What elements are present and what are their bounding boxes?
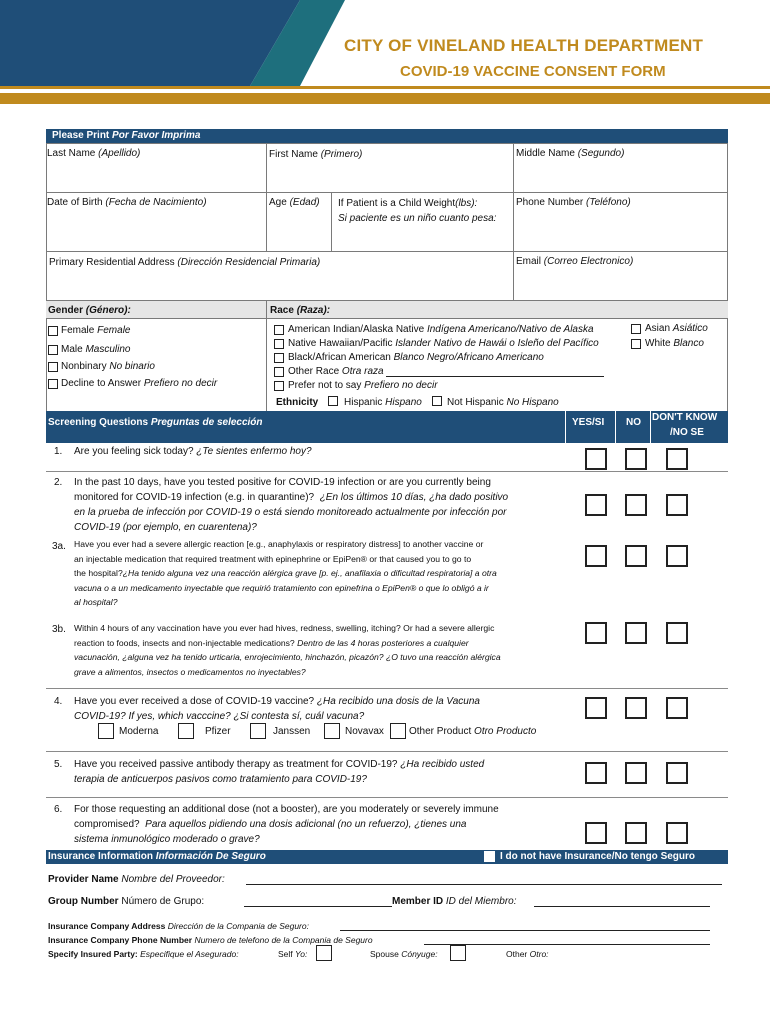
divider	[46, 688, 728, 689]
divider	[565, 411, 566, 443]
gender-male-label: Male Masculino	[61, 344, 131, 355]
q1-no-checkbox[interactable]	[625, 448, 647, 470]
address-field[interactable]: Primary Residential Address (Dirección Residencial Primaria)	[46, 251, 514, 301]
spouse-label: Spouse Cónyuge:	[370, 949, 438, 959]
q3a-text: Have you ever had a severe allergic reaction [e.g., anaphylaxis or respiratory distress] to another vaccine or an injectable medication that required treatment with epinephrine or EpiPen® or that caused you to go to the hospital?¿Ha tenido alguna vez una reacción alérgica grave [p. ej., anafilaxia o dificultad respiratoria] a otra vacuna o a un medicamento inyectable que requirió tratamiento con epinefrina o EpiPen® o que lo obligó a ir al hospital?	[74, 539, 497, 607]
q5-no-checkbox[interactable]	[625, 762, 647, 784]
q3b-yes-checkbox[interactable]	[585, 622, 607, 644]
race-other-line[interactable]	[386, 376, 604, 377]
gender-decline-checkbox[interactable]	[48, 379, 58, 389]
q4-yes-checkbox[interactable]	[585, 697, 607, 719]
divider	[46, 751, 728, 752]
race-black-label: Black/African American Blanco Negro/Africano Americano	[288, 352, 544, 363]
dont-know-header: DON'T KNOW	[652, 412, 718, 423]
no-header: NO	[626, 417, 641, 428]
gender-label: Gender (Género):	[48, 305, 131, 316]
company-phone-input-line[interactable]	[424, 944, 710, 945]
please-print-band: Please Print Por Favor Imprima	[46, 129, 728, 143]
vaccine-moderna-label: Moderna	[119, 726, 159, 737]
divider	[266, 300, 267, 412]
first-name-field[interactable]: First Name (Primero)	[266, 143, 514, 193]
q6-number: 6.	[54, 804, 63, 815]
company-phone-label: Insurance Company Phone Number Numero de telefono de la Compania de Seguro	[48, 935, 373, 945]
race-label: Race (Raza):	[270, 305, 331, 316]
q1-text: Are you feeling sick today? ¿Te sientes enfermo hoy?	[74, 446, 312, 457]
last-name-field[interactable]: Last Name (Apellido)	[46, 143, 267, 193]
gender-nonbinary-label: Nonbinary No binario	[61, 361, 155, 372]
middle-name-field[interactable]: Middle Name (Segundo)	[513, 143, 728, 193]
self-checkbox[interactable]	[316, 945, 332, 961]
ethnicity-hispanic-label: Hispanic Hispano	[344, 397, 422, 408]
q3b-dontknow-checkbox[interactable]	[666, 622, 688, 644]
dob-field[interactable]: Date of Birth (Fecha de Nacimiento)	[46, 192, 267, 252]
race-native-american-label: American Indian/Alaska Native Indígena Americano/Nativo de Alaska	[288, 324, 594, 335]
vaccine-novavax-checkbox[interactable]	[324, 723, 340, 739]
divider	[46, 797, 728, 798]
q4-text: Have you ever received a dose of COVID-19 vaccine? ¿Ha recibido una dosis de la Vacuna COVID-19? If yes, which vacccine? ¿Si contesta sí, cuál vacuna?	[74, 696, 480, 722]
gender-female-label: Female Female	[61, 325, 131, 336]
race-asian-checkbox[interactable]	[631, 324, 641, 334]
q2-dontknow-checkbox[interactable]	[666, 494, 688, 516]
q5-number: 5.	[54, 759, 63, 770]
insurance-band: Insurance Information Información De Seguro I do not have Insurance/No tengo Seguro	[46, 850, 728, 864]
divider	[615, 411, 616, 443]
group-label: Group Number Número de Grupo:	[48, 896, 205, 907]
q6-yes-checkbox[interactable]	[585, 822, 607, 844]
ethnicity-label: Ethnicity	[276, 397, 319, 408]
member-label: Member ID ID del Miembro:	[392, 896, 517, 907]
vaccine-janssen-checkbox[interactable]	[250, 723, 266, 739]
ethnicity-hispanic-checkbox[interactable]	[328, 396, 338, 406]
q3a-number: 3a.	[52, 541, 66, 552]
q5-text: Have you received passive antibody therapy as treatment for COVID-19? ¿Ha recibido usted terapia de anticuerpos pasivos como tratamiento para COVID-19?	[74, 759, 485, 785]
q5-dontknow-checkbox[interactable]	[666, 762, 688, 784]
group-input-line[interactable]	[244, 906, 392, 907]
q3a-dontknow-checkbox[interactable]	[666, 545, 688, 567]
q4-number: 4.	[54, 696, 63, 707]
q2-text: In the past 10 days, have you tested positive for COVID-19 infection or are you currently being monitored for COVID-19 infection (e.g. in quarantine)? ¿En los últimos 10 días, ¿ha dado positivo en la prueba de infección por COVID-19 o está siendo monitoreado actualmente por infección por COVID-19 (por ejemplo, en cuarentena)?	[74, 477, 509, 533]
q6-dontknow-checkbox[interactable]	[666, 822, 688, 844]
weight-field[interactable]: If Patient is a Child Weight(lbs): Si paciente es un niño cuanto pesa:	[331, 192, 514, 252]
gender-decline-label: Decline to Answer Prefiero no decir	[61, 378, 218, 389]
form-subtitle: COVID-19 VACCINE CONSENT FORM	[400, 63, 666, 80]
q2-yes-checkbox[interactable]	[585, 494, 607, 516]
q4-dontknow-checkbox[interactable]	[666, 697, 688, 719]
q2-no-checkbox[interactable]	[625, 494, 647, 516]
no-insurance-label: I do not have Insurance/No tengo Seguro	[500, 851, 696, 862]
vaccine-other-label: Other Product Otro Producto	[409, 726, 537, 737]
provider-label: Provider Name Nombre del Proveedor:	[48, 874, 225, 885]
q3b-no-checkbox[interactable]	[625, 622, 647, 644]
vaccine-moderna-checkbox[interactable]	[98, 723, 114, 739]
q6-no-checkbox[interactable]	[625, 822, 647, 844]
age-field[interactable]: Age (Edad)	[266, 192, 332, 252]
gender-female-checkbox[interactable]	[48, 326, 58, 336]
company-address-label: Insurance Company Address Dirección de la Compania de Seguro:	[48, 921, 309, 931]
q3b-number: 3b.	[52, 624, 66, 635]
divider	[46, 471, 728, 472]
race-other-label: Other Race Otra raza	[288, 366, 384, 377]
screening-band: Screening Questions Preguntas de selección YES/SI NO DON'T KNOW /NO SE	[46, 411, 728, 443]
q5-yes-checkbox[interactable]	[585, 762, 607, 784]
no-se-header: /NO SE	[670, 427, 704, 438]
q1-dontknow-checkbox[interactable]	[666, 448, 688, 470]
ethnicity-not-hispanic-label: Not Hispanic No Hispano	[447, 397, 559, 408]
q2-number: 2.	[54, 477, 63, 488]
race-hawaiian-label: Native Hawaiian/Pacific Islander Nativo de Hawái o Isleño del Pacífico	[288, 338, 599, 349]
q3a-yes-checkbox[interactable]	[585, 545, 607, 567]
race-black-checkbox[interactable]	[274, 353, 284, 363]
company-address-input-line[interactable]	[340, 930, 710, 931]
vaccine-janssen-label: Janssen	[273, 726, 311, 737]
race-native-american-checkbox[interactable]	[274, 325, 284, 335]
vaccine-novavax-label: Novavax	[345, 726, 384, 737]
gender-male-checkbox[interactable]	[48, 345, 58, 355]
q1-number: 1.	[54, 446, 63, 457]
spouse-checkbox[interactable]	[450, 945, 466, 961]
race-white-label: White Blanco	[645, 338, 704, 349]
provider-input-line[interactable]	[246, 884, 722, 885]
vaccine-pfizer-checkbox[interactable]	[178, 723, 194, 739]
no-insurance-checkbox[interactable]	[484, 851, 495, 862]
phone-field[interactable]: Phone Number (Teléfono)	[513, 192, 728, 252]
divider	[650, 411, 651, 443]
vaccine-pfizer-label: Pfizer	[205, 726, 231, 737]
gender-nonbinary-checkbox[interactable]	[48, 362, 58, 372]
self-label: Self Yo:	[278, 949, 308, 959]
q4-no-checkbox[interactable]	[625, 697, 647, 719]
q3b-text: Within 4 hours of any vaccination have you ever had hives, redness, swelling, itching? Or had a severe allergic reaction to foods, insects and non-injectable medications? Dentro de las 4 horas posteriores a cualquier vacunación, ¿alguna vez ha tenido urticaria, enrojecimiento, hinchazón, picazón? ¿O tuvo una reacción alérgica grave a alimentos, insectos o medicamentos no inyectables?	[74, 623, 501, 677]
other-label: Other Otro:	[506, 949, 549, 959]
form-title: CITY OF VINELAND HEALTH DEPARTMENT	[344, 36, 704, 55]
race-prefer-not-checkbox[interactable]	[274, 381, 284, 391]
email-field[interactable]: Email (Correo Electronico)	[513, 251, 728, 301]
insured-party-label: Specify Insured Party: Especifique el Asegurado:	[48, 949, 239, 959]
race-prefer-not-label: Prefer not to say Prefiero no decir	[288, 380, 438, 391]
ethnicity-not-hispanic-checkbox[interactable]	[432, 396, 442, 406]
q6-text: For those requesting an additional dose (not a booster), are you moderately or severely immune compromised? Para aquellos pidiendo una dosis adicional (no un refuerzo), ¿tienes una sistema inmunológico moderado o grave?	[74, 804, 499, 845]
race-other-checkbox[interactable]	[274, 367, 284, 377]
q3a-no-checkbox[interactable]	[625, 545, 647, 567]
race-white-checkbox[interactable]	[631, 339, 641, 349]
gender-race-header	[46, 301, 728, 319]
member-input-line[interactable]	[534, 906, 710, 907]
race-hawaiian-checkbox[interactable]	[274, 339, 284, 349]
race-asian-label: Asian Asiático	[645, 323, 708, 334]
yes-header: YES/SI	[572, 417, 605, 428]
q1-yes-checkbox[interactable]	[585, 448, 607, 470]
vaccine-other-checkbox[interactable]	[390, 723, 406, 739]
